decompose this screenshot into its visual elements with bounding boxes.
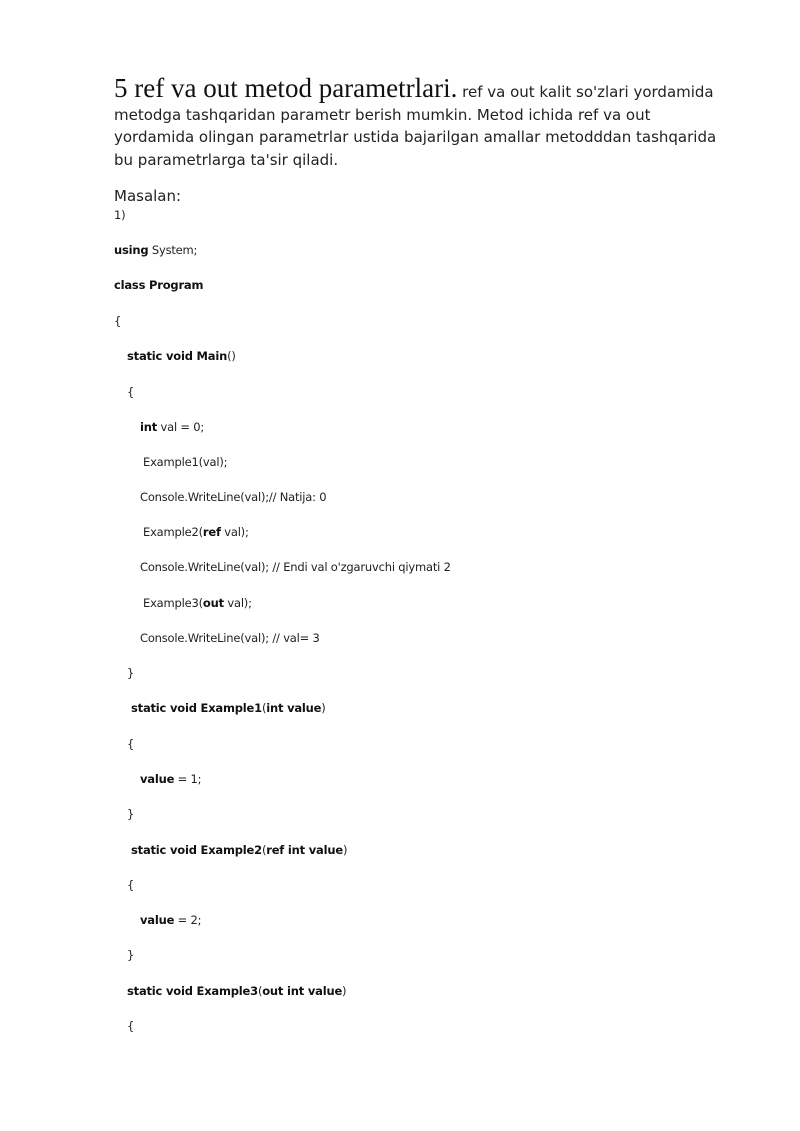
code-line-main-signature (127, 348, 236, 364)
code-text: = 2; (174, 913, 202, 927)
example3-signature: static void Example3 (127, 984, 258, 998)
intro-paragraph (114, 73, 734, 171)
code-line-example3-signature (127, 983, 346, 999)
code-line-brace: { (127, 385, 135, 399)
example-label: Masalan: (114, 187, 182, 205)
code-line-brace: } (127, 807, 135, 821)
code-line-assign-2 (140, 912, 201, 928)
code-line-call-example3 (143, 595, 252, 611)
code-text: val); (223, 596, 252, 610)
keyword-ref: ref (202, 525, 221, 539)
section-heading: 5 ref va out metod parametrlari (114, 73, 451, 103)
code-line-brace: { (127, 737, 135, 751)
code-text: ) (321, 701, 326, 715)
code-line-example1-signature (131, 700, 326, 716)
parameter-out-int-value: out int value (262, 984, 343, 998)
variable-value: value (140, 772, 175, 786)
section-heading-period: . (450, 73, 458, 103)
parameter-int-value: int value (266, 701, 322, 715)
code-line-brace: } (127, 948, 135, 962)
main-method-signature: static void Main (127, 349, 228, 363)
code-line-brace: { (127, 1019, 135, 1033)
code-example-number: 1) (114, 208, 126, 222)
code-text: ) (342, 984, 347, 998)
example1-signature: static void Example1 (131, 701, 262, 715)
code-line-class (114, 277, 203, 293)
code-text: ( (261, 701, 267, 715)
code-text: val = 0; (157, 420, 205, 434)
code-text: () (227, 349, 236, 363)
keyword-using: using (114, 243, 149, 257)
keyword-int: int (140, 420, 158, 434)
code-text: = 1; (174, 772, 202, 786)
code-line-brace: { (127, 878, 135, 892)
code-text: val); (220, 525, 249, 539)
variable-value: value (140, 913, 175, 927)
code-line-int-declaration (140, 419, 204, 435)
code-text: Example3( (143, 596, 203, 610)
code-line-brace: } (127, 666, 135, 680)
code-text: ( (261, 843, 267, 857)
code-text: ( (257, 984, 263, 998)
code-line-example2-signature (131, 842, 347, 858)
code-line-brace: { (114, 314, 122, 328)
code-text: System; (148, 243, 198, 257)
code-line-call-example1: Example1(val); (143, 455, 228, 469)
code-line-writeline-1: Console.WriteLine(val);// Natija: 0 (140, 490, 327, 504)
code-text: ) (342, 843, 348, 857)
example2-signature: static void Example2 (131, 843, 262, 857)
code-line-assign-1 (140, 771, 201, 787)
code-text: Example2( (143, 525, 203, 539)
parameter-ref-int-value: ref int value (266, 843, 343, 857)
code-line-call-example2 (143, 524, 249, 540)
class-declaration: class Program (114, 278, 204, 292)
code-line-using (114, 242, 197, 258)
code-line-writeline-2: Console.WriteLine(val); // Endi val o'zgaruvchi qiymati 2 (140, 560, 451, 574)
keyword-out: out (202, 596, 224, 610)
intro-body-text: ref va out kalit so'zlari yordamida metodga tashqaridan parametr berish mumkin. Metod ichida ref va out yordamida olingan parametrlar ustida bajarilgan amallar metodddan tashqarida bu parametrlarga ta'sir qiladi. (114, 83, 717, 169)
code-line-writeline-3: Console.WriteLine(val); // val= 3 (140, 631, 320, 645)
